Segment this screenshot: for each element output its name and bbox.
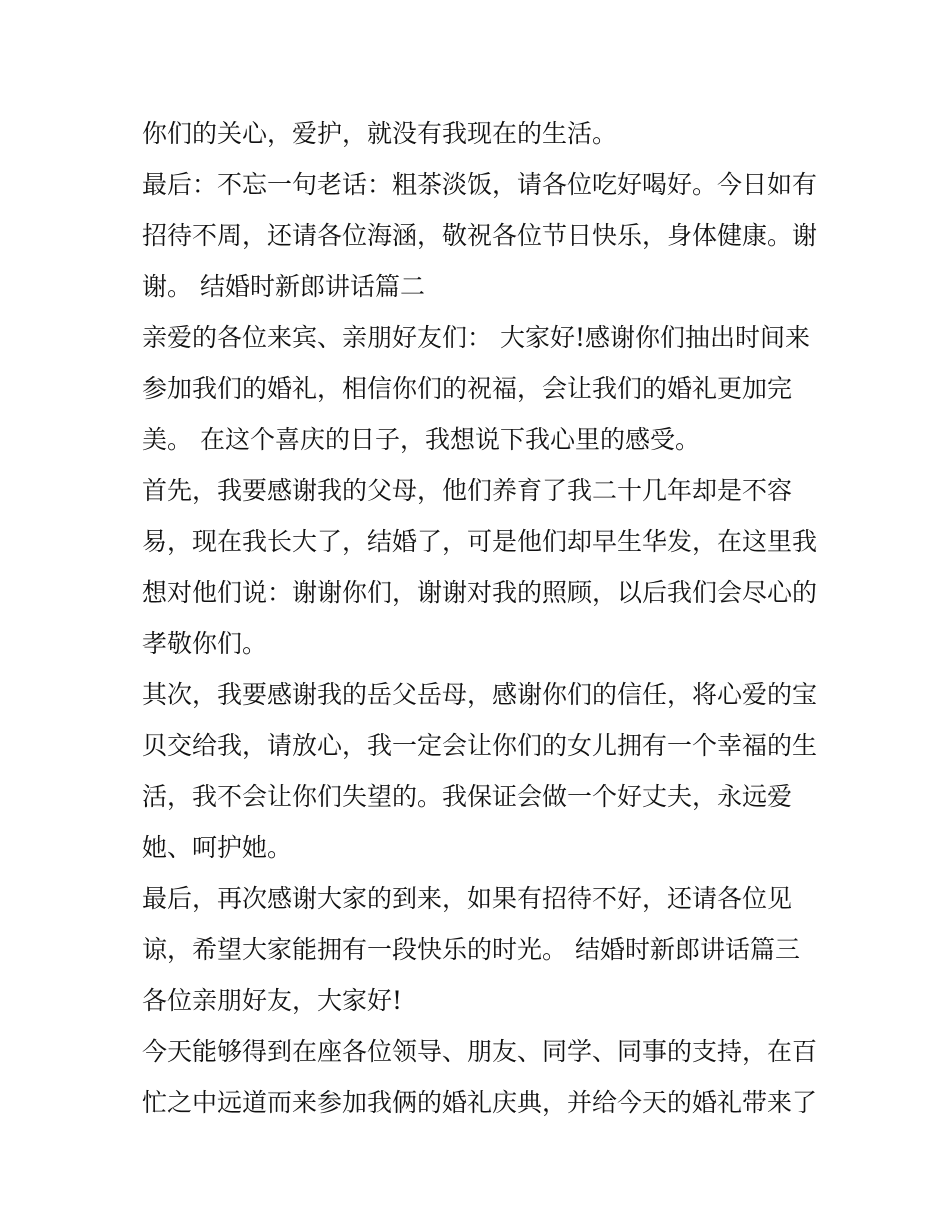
text-line: 最后：不忘一句老话：粗茶淡饭，请各位吃好喝好。今日如有	[142, 170, 818, 199]
text-line: 各位亲朋好友，大家好!	[142, 986, 403, 1015]
document-body	[142, 108, 822, 1128]
text-line: 活，我不会让你们失望的。我保证会做一个好丈夫，永远爱	[142, 782, 793, 811]
text-line: 其次，我要感谢我的岳父岳母，感谢你们的信任，将心爱的宝	[142, 680, 818, 709]
text-line: 你们的关心，爱护，就没有我现在的生活。	[142, 119, 618, 148]
text-line: 美。 在这个喜庆的日子，我想说下我心里的感受。	[142, 425, 700, 454]
text-line: 招待不周，还请各位海涵，敬祝各位节日快乐，身体健康。谢	[142, 221, 818, 250]
text-line: 孝敬你们。	[142, 629, 268, 658]
text-line: 她、呵护她。	[142, 833, 293, 862]
text-line: 想对他们说：谢谢你们，谢谢对我的照顾，以后我们会尽心的	[142, 578, 818, 607]
text-line: 今天能够得到在座各位领导、朋友、同学、同事的支持，在百	[142, 1037, 818, 1066]
text-line: 贝交给我，请放心，我一定会让你们的女儿拥有一个幸福的生	[142, 731, 818, 760]
text-line: 参加我们的婚礼，相信你们的祝福，会让我们的婚礼更加完	[142, 374, 793, 403]
text-line: 最后，再次感谢大家的到来，如果有招待不好，还请各位见	[142, 884, 793, 913]
text-line: 谅，希望大家能拥有一段快乐的时光。 结婚时新郎讲话篇三	[142, 935, 800, 964]
text-line: 亲爱的各位来宾、亲朋好友们： 大家好!感谢你们抽出时间来	[142, 323, 810, 352]
text-line: 首先，我要感谢我的父母，他们养育了我二十几年却是不容	[142, 476, 793, 505]
text-line: 谢。 结婚时新郎讲话篇二	[142, 272, 425, 301]
text-line: 忙之中远道而来参加我俩的婚礼庆典，并给今天的婚礼带来了	[142, 1088, 818, 1117]
text-line: 易，现在我长大了，结婚了，可是他们却早生华发，在这里我	[142, 527, 818, 556]
